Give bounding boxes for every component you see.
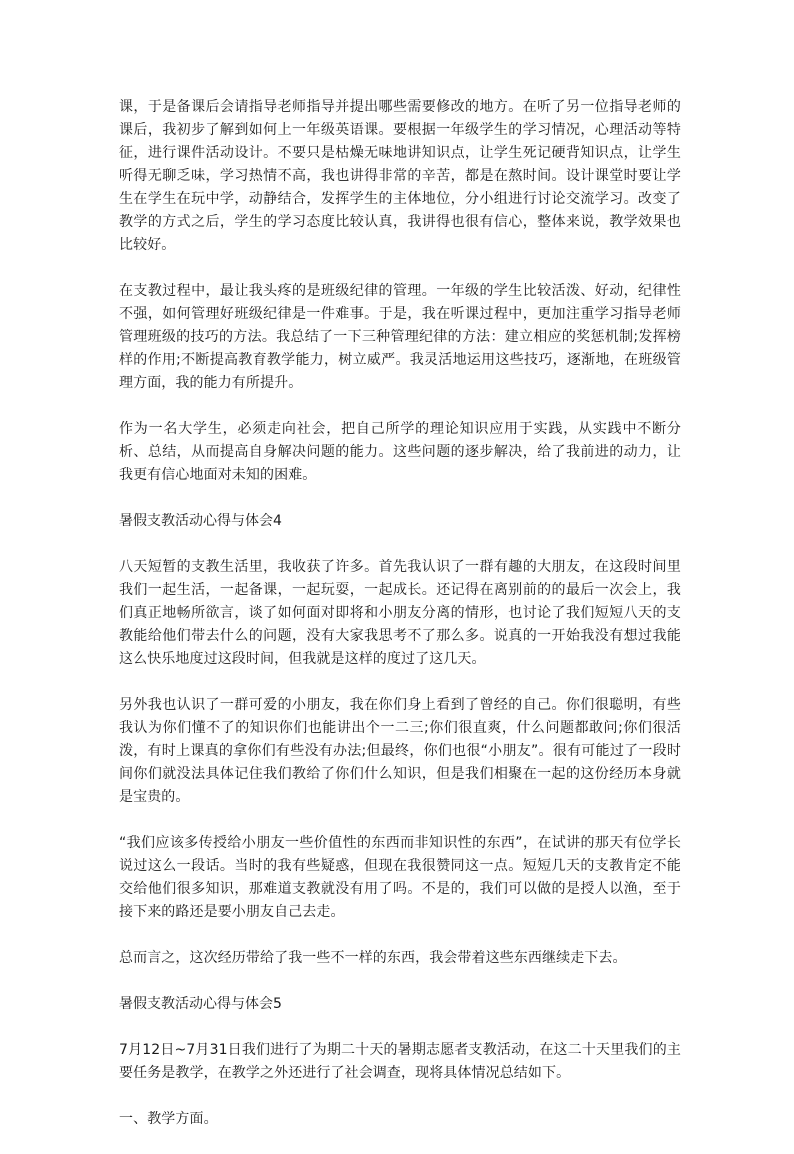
paragraph-classroom-discipline: 在支教过程中，最让我头疼的是班级纪律的管理。一年级的学生比较活泼、好动，纪律性不强，如何管理好班级纪律是一件难事。于是，我在听课过程中，更加注重学习指导老师管理班级的技巧的方法。我总结了一下三种管理纪律的方法：建立相应的奖惩机制;发挥榜样的作用;不断提高教育教学能力，树立威严。我灵活地运用这些技巧，逐渐地，在班级管理方面，我的能力有所提升。 xyxy=(119,283,681,391)
paragraph-quote-senior: “我们应该多传授给小朋友一些价值性的东西而非知识性的东西”，在试讲的那天有位学长说过这么一段话。当时的我有些疑惑，但现在我很赞同这一点。短短几天的支教肯定不能交给他们很多知识，那难道支教就没有用了吗。不是的，我们可以做的是授人以渔，至于接下来的路还是要小朋友自己去走。 xyxy=(119,835,681,920)
paragraph-conclusion: 总而言之，这次经历带给了我一些不一样的东西，我会带着这些东西继续走下去。 xyxy=(119,950,627,966)
paragraph-eight-days: 八天短暂的支教生活里，我收获了许多。首先我认识了一群有趣的大朋友，在这段时间里我们一起生活，一起备课，一起玩耍，一起成长。还记得在离别前的的最后一次会上，我们真正地畅所欲言，谈了如何面对即将和小朋友分离的情形，也讨论了我们短短八天的支教能给他们带去什么的问题，没有大家我思考不了那么多。说真的一开始我没有想过我能这么快乐地度过这段时间，但我就是这样的度过了这几天。 xyxy=(119,559,681,667)
paragraph-summer-volunteer: 7月12日~7月31日我们进行了为期二十天的暑期志愿者支教活动，在这二十天里我们的主要任务是教学，在教学之外还进行了社会调查，现将具体情况总结如下。 xyxy=(119,1042,681,1081)
paragraph-children: 另外我也认识了一群可爱的小朋友，我在你们身上看到了曾经的自己。你们很聪明，有些我认为你们懂不了的知识你们也能讲出个一二三;你们很直爽，什么问题都敢问;你们很活泼，有时上课真的拿你们有些没有办法;但最终，你们也很“小朋友”。很有可能过了一段时间你们就没法具体记住我们教给了你们什么知识，但是我们相聚在一起的这份经历本身就是宝贵的。 xyxy=(119,697,681,805)
section-heading-4: 暑假支教活动心得与体会4 xyxy=(119,513,282,529)
paragraph-university-student: 作为一名大学生，必须走向社会，把自己所学的理论知识应用于实践，从实践中不断分析、总结，从而提高自身解决问题的能力。这些问题的逐步解决，给了我前进的动力，让我更有信心地面对未知的困难。 xyxy=(119,421,681,483)
paragraph-teaching-reflection: 课，于是备课后会请指导老师指导并提出哪些需要修改的地方。在听了另一位指导老师的课后，我初步了解到如何上一年级英语课。要根据一年级学生的学习情况，心理活动等特征，进行课件活动设计。不要只是枯燥无味地讲知识点，让学生死记硬背知识点，让学生听得无聊乏味，学习热情不高，我也讲得非常的辛苦，都是在熬时间。设计课堂时要让学生在学生在玩中学，动静结合，发挥学生的主体地位，分小组进行讨论交流学习。改变了教学的方式之后，学生的学习态度比较认真，我讲得也很有信心，整体来说，教学效果也比较好。 xyxy=(119,99,681,253)
section-heading-5: 暑假支教活动心得与体会5 xyxy=(119,996,282,1012)
document-page xyxy=(119,96,681,1154)
paragraph-teaching-aspect: 一、教学方面。 xyxy=(119,1111,218,1127)
